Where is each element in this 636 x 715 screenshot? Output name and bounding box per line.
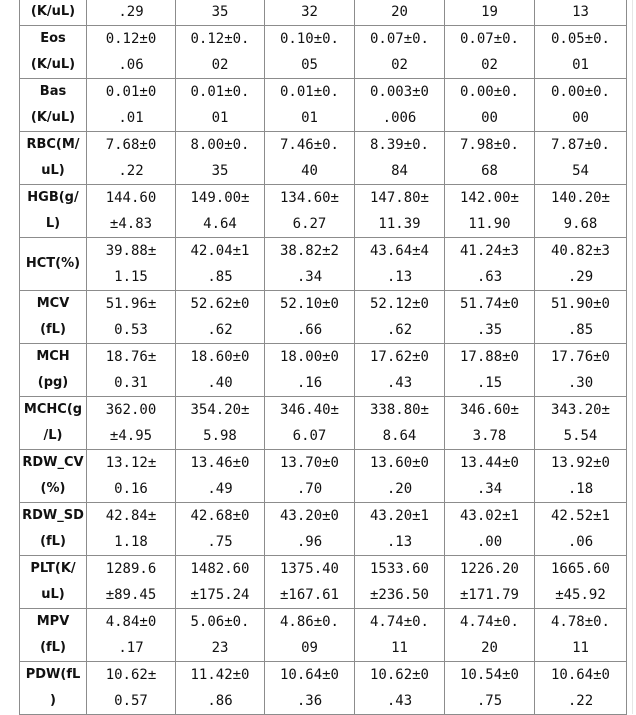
value-line: 140.20± [550,190,610,206]
value-line: 0.01±0 [105,84,157,100]
value-line: ±236.50 [369,587,429,603]
value-line: 1289.6 [105,561,157,577]
parameter-label-line: PLT(K/ [30,561,76,576]
value-cell [445,344,535,397]
value-line: 42.68±0 [190,508,250,524]
value-line: 11.42±0 [190,667,250,683]
value-cell [176,185,265,238]
value-line: 4.74±0. [369,614,429,630]
value-cell [87,503,176,556]
value-cell [355,185,445,238]
value-line: 346.60± [459,402,519,418]
value-line: .17 [118,640,144,656]
value-line: 8.64 [382,428,417,444]
value-line: .85 [567,322,594,338]
value-line: 0.53 [114,322,148,338]
value-line: 13.12± [105,455,157,471]
value-line: 35 [211,163,229,179]
table-body [20,0,627,715]
value-cell [87,79,176,132]
value-line: .22 [118,163,144,179]
value-line: 42.52±1 [550,508,610,524]
value-cell: 20 [355,0,445,26]
table-row [20,662,627,715]
value-line: 0.01±0. [190,84,250,100]
value-line: 51.74±0 [459,296,519,312]
value-line: 5.06±0. [190,614,250,630]
value-line: 17.88±0 [459,349,519,365]
value-line: 17.62±0 [369,349,429,365]
value-line: 10.54±0 [459,667,519,683]
value-cell [355,26,445,79]
value-line: 38.82±2 [279,243,339,259]
value-line: .01 [118,110,144,126]
value-cell [265,79,355,132]
parameter-label-line: MPV [36,614,70,629]
value-line: 52.10±0 [279,296,339,312]
value-cell [176,26,265,79]
value-line: .00 [476,534,503,550]
value-cell [535,450,627,503]
value-line: 8.00±0. [190,137,250,153]
parameter-label-line: (fL) [40,322,66,337]
value-line: 18.00±0 [279,349,339,365]
parameter-cell [20,662,87,715]
value-line: 7.87±0. [550,137,610,153]
value-line: .85 [207,269,233,285]
value-cell [265,503,355,556]
value-cell [87,185,176,238]
value-line: .62 [386,322,413,338]
value-line: .15 [476,375,503,391]
value-line: 13.60±0 [369,455,429,471]
value-cell [535,503,627,556]
parameter-label-line: HCT(%) [25,256,81,271]
value-cell [445,556,535,609]
value-cell [87,662,176,715]
value-cell [535,609,627,662]
parameter-label-line: (fL) [40,640,66,655]
value-cell [445,397,535,450]
value-line: 11 [572,640,589,656]
value-line: 00 [481,110,498,126]
value-line: 3.78 [472,428,507,444]
value-cell [355,556,445,609]
value-line: 13.44±0 [459,455,519,471]
value-cell [265,26,355,79]
value-line: .13 [386,534,413,550]
parameter-label-line: PDW(fL [25,667,81,682]
value-line: ±175.24 [190,587,250,603]
parameter-label-line: uL) [41,587,65,602]
value-line: 8.39±0. [369,137,429,153]
value-line: 134.60± [279,190,339,206]
value-line: .40 [207,375,233,391]
value-line: 5.54 [563,428,598,444]
parameter-label-line: ) [50,693,56,708]
value-cell [176,132,265,185]
value-cell [176,662,265,715]
parameter-cell [20,344,87,397]
value-cell [355,503,445,556]
value-cell [265,609,355,662]
value-line: .86 [207,693,233,709]
value-line: 13.92±0 [550,455,610,471]
value-cell [176,556,265,609]
parameter-label-line: (K/uL) [30,110,76,125]
table-row-partial [20,0,627,26]
value-line: ±171.79 [459,587,519,603]
value-line: 142.00± [459,190,519,206]
value-cell [87,238,176,291]
parameter-label-line: (fL) [40,534,66,549]
value-line: 0.16 [114,481,148,497]
value-cell [87,450,176,503]
value-line: .66 [296,322,323,338]
value-cell [445,238,535,291]
value-line: 144.60 [105,190,157,206]
value-line: 0.31 [114,375,148,391]
value-line: 346.40± [279,402,339,418]
value-line: .62 [207,322,233,338]
value-line: 20 [481,640,498,656]
value-line: 05 [301,57,318,73]
value-cell [176,344,265,397]
value-cell [445,503,535,556]
value-line: 0.05±0. [550,31,610,47]
table-row [20,132,627,185]
value-cell [355,291,445,344]
value-line: .43 [386,693,413,709]
value-line: 02 [391,57,408,73]
parameter-label-line: MCHC(g [23,402,83,417]
parameter-cell [20,450,87,503]
value-cell [265,291,355,344]
value-line: 1.18 [114,534,148,550]
value-line: 7.46±0. [279,137,339,153]
value-line: .35 [476,322,503,338]
parameter-cell [20,26,87,79]
value-line: 51.96± [105,296,157,312]
value-line: 52.62±0 [190,296,250,312]
value-cell [355,344,445,397]
value-line: 51.90±0 [550,296,610,312]
value-line: 00 [572,110,589,126]
parameter-label-line: L) [45,216,61,231]
value-line: 84 [391,163,408,179]
value-line: 10.64±0 [550,667,610,683]
value-line: .96 [296,534,323,550]
value-cell [176,397,265,450]
value-cell [87,132,176,185]
value-cell [535,662,627,715]
value-line: 11 [391,640,408,656]
value-line: 149.00± [190,190,250,206]
value-cell [355,397,445,450]
value-cell: 32 [265,0,355,26]
value-line: 41.24±3 [459,243,519,259]
value-line: 11.39 [378,216,421,232]
value-cell [535,291,627,344]
parameter-cell [20,397,87,450]
value-line: 11.90 [468,216,511,232]
value-line: 4.84±0 [105,614,157,630]
parameter-label-line: MCH [36,349,70,364]
value-line: 4.64 [203,216,237,232]
table-row [20,556,627,609]
parameter-label-line: (pg) [37,375,69,390]
value-line: 01 [211,110,229,126]
value-line: 1482.60 [190,561,250,577]
value-line: .75 [476,693,503,709]
value-cell [445,662,535,715]
value-line: .18 [567,481,594,497]
value-cell [265,397,355,450]
value-line: 01 [572,57,589,73]
value-cell [355,662,445,715]
value-cell [87,556,176,609]
value-cell [176,450,265,503]
value-cell [355,238,445,291]
value-line: 39.88± [105,243,157,259]
table-row [20,450,627,503]
parameter-label-line: (K/uL) [30,57,76,72]
value-line: 6.27 [292,216,327,232]
value-line: ±45.92 [555,587,606,603]
value-line: 10.62± [105,667,157,683]
value-line: ±4.95 [109,428,153,444]
value-line: 338.80± [369,402,429,418]
parameter-cell [20,503,87,556]
value-cell [176,79,265,132]
value-line: .36 [296,693,323,709]
value-cell [535,79,627,132]
value-line: 354.20± [190,402,250,418]
value-cell [535,556,627,609]
value-cell [176,503,265,556]
table-row [20,238,627,291]
table-row [20,344,627,397]
value-line: .06 [118,57,144,73]
value-line: 43.20±0 [279,508,339,524]
value-line: 01 [301,110,318,126]
parameter-label-line: (%) [40,481,66,496]
parameter-label-line: HGB(g/ [27,190,79,205]
parameter-label-line: RDW_SD [22,508,84,523]
parameter-label-line: /L) [43,428,63,443]
table-row [20,79,627,132]
value-line: 6.07 [292,428,327,444]
parameter-cell [20,291,87,344]
value-line: 09 [301,640,318,656]
parameter-cell: (K/uL) [20,0,87,26]
value-cell [265,185,355,238]
value-cell [176,238,265,291]
value-line: .22 [567,693,594,709]
value-line: 7.98±0. [459,137,519,153]
value-line: .16 [296,375,323,391]
value-cell [535,344,627,397]
value-cell: 13 [535,0,627,26]
value-line: .06 [567,534,594,550]
parameter-label-line: MCV [36,296,70,311]
value-line: 13.46±0 [190,455,250,471]
value-line: .13 [386,269,413,285]
value-line: 343.20± [550,402,610,418]
table-row [20,503,627,556]
value-cell: .29 [87,0,176,26]
table-row [20,291,627,344]
value-cell [355,450,445,503]
value-line: 9.68 [563,216,598,232]
value-cell [87,26,176,79]
value-line: .75 [207,534,233,550]
value-cell: 35 [176,0,265,26]
value-line: 42.04±1 [190,243,250,259]
value-cell [445,132,535,185]
value-line: 0.57 [114,693,148,709]
value-cell [265,662,355,715]
value-line: 1.15 [114,269,148,285]
value-cell [535,26,627,79]
value-line: 0.07±0. [459,31,519,47]
parameter-label-line: Bas [39,84,67,99]
value-line: 40.82±3 [550,243,610,259]
value-line: 1665.60 [550,561,610,577]
value-line: 7.68±0 [105,137,157,153]
table-row [20,397,627,450]
value-line: ±4.83 [109,216,153,232]
parameter-label-line: RDW_CV [22,455,84,470]
value-line: 147.80± [369,190,429,206]
value-line: 0.003±0 [369,84,429,100]
value-line: 02 [211,57,229,73]
value-line: ±89.45 [105,587,157,603]
value-line: 4.86±0. [279,614,339,630]
value-line: 5.98 [203,428,237,444]
parameter-cell [20,609,87,662]
value-line: .20 [386,481,413,497]
value-line: .43 [386,375,413,391]
value-line: .30 [567,375,594,391]
value-line: 18.76± [105,349,157,365]
value-line: .29 [567,269,594,285]
value-line: 43.02±1 [459,508,519,524]
value-cell [445,185,535,238]
value-cell [265,450,355,503]
parameter-label-line: RBC(M/ [26,137,80,152]
value-line: 1533.60 [369,561,429,577]
value-line: 52.12±0 [369,296,429,312]
value-cell [535,132,627,185]
value-line: 17.76±0 [550,349,610,365]
value-cell [265,132,355,185]
value-cell [265,238,355,291]
value-cell [87,609,176,662]
value-line: 10.64±0 [279,667,339,683]
value-line: 0.01±0. [279,84,339,100]
value-cell [265,556,355,609]
value-cell [445,609,535,662]
value-line: 0.12±0 [105,31,157,47]
value-cell [87,397,176,450]
value-line: 43.64±4 [369,243,429,259]
parameter-label-line: Eos [40,31,66,46]
value-line: ±167.61 [279,587,339,603]
value-line: 0.10±0. [279,31,339,47]
value-cell [355,132,445,185]
value-line: 10.62±0 [369,667,429,683]
value-line: 42.84± [105,508,157,524]
value-cell [535,185,627,238]
parameter-label-line: uL) [41,163,65,178]
value-line: 1226.20 [459,561,519,577]
value-line: 02 [481,57,498,73]
value-line: 54 [572,163,589,179]
parameter-cell [20,238,87,291]
parameter-cell [20,185,87,238]
hematology-table [19,0,627,715]
value-cell [87,344,176,397]
value-line: .70 [296,481,323,497]
value-line: .63 [476,269,503,285]
table-row [20,609,627,662]
parameter-cell [20,556,87,609]
value-line: 362.00 [105,402,157,418]
value-cell [355,609,445,662]
value-line: 68 [481,163,498,179]
value-line: 1375.40 [279,561,339,577]
value-line: .34 [296,269,323,285]
value-cell [445,26,535,79]
value-line: 18.60±0 [190,349,250,365]
parameter-cell [20,79,87,132]
value-line: .006 [382,110,417,126]
value-cell [176,609,265,662]
value-cell: 19 [445,0,535,26]
parameter-cell [20,132,87,185]
value-line: 13.70±0 [279,455,339,471]
value-cell [176,291,265,344]
value-cell [355,79,445,132]
value-cell [535,397,627,450]
value-line: 0.00±0. [550,84,610,100]
page-edge-line [632,0,633,714]
value-line: .49 [207,481,233,497]
value-cell [535,238,627,291]
value-cell [87,291,176,344]
table-row [20,185,627,238]
value-cell [445,291,535,344]
value-line: .34 [476,481,503,497]
value-cell [445,79,535,132]
value-line: 0.12±0. [190,31,250,47]
table-row [20,26,627,79]
value-line: 40 [301,163,318,179]
value-line: 23 [211,640,229,656]
value-cell [265,344,355,397]
value-line: 43.20±1 [369,508,429,524]
value-line: 0.07±0. [369,31,429,47]
value-line: 4.78±0. [550,614,610,630]
value-line: 4.74±0. [459,614,519,630]
value-cell [445,450,535,503]
value-line: 0.00±0. [459,84,519,100]
